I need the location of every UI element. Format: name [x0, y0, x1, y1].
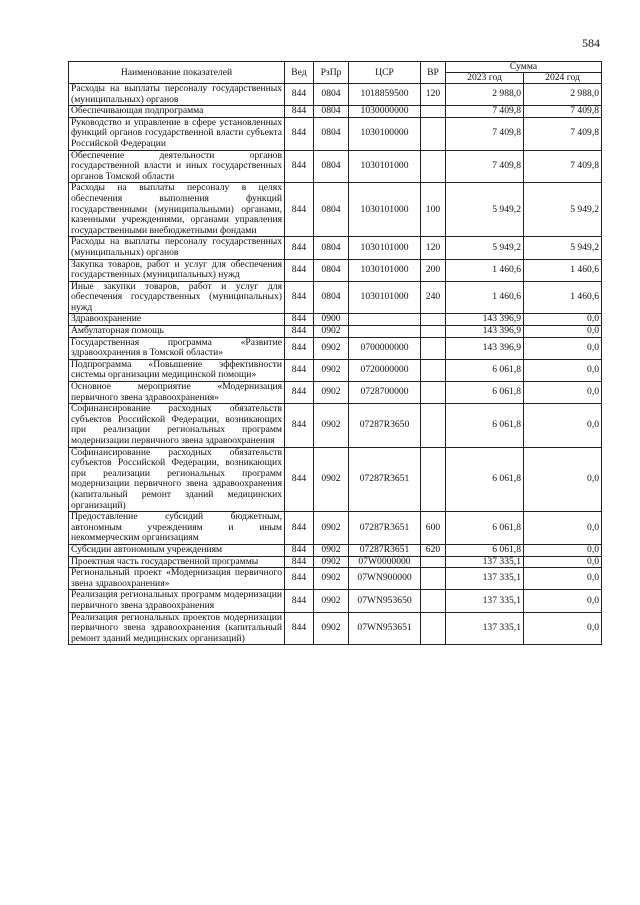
- sum-2023: 137 335,1: [446, 568, 524, 590]
- table-row: [69, 556, 602, 568]
- sum-2023: 7 409,8: [446, 150, 524, 183]
- sum-2023: 1 460,6: [446, 259, 524, 281]
- table-row: [69, 150, 602, 183]
- table-row: [69, 404, 602, 447]
- ved-code: 844: [285, 404, 314, 447]
- sum-2024: 7 409,8: [524, 106, 602, 118]
- csr-code: 07WN953651: [349, 612, 421, 645]
- sum-2024: 0,0: [524, 612, 602, 645]
- sum-2023: 6 061,8: [446, 404, 524, 447]
- csr-code: 07W0000000: [349, 556, 421, 568]
- ved-code: 844: [285, 259, 314, 281]
- indicator-name: Предоставление субсидий бюджетным, автономным учреждениям и иным некоммерческим организациям: [69, 512, 285, 545]
- vr-code: 120: [421, 237, 446, 259]
- sum-2023: 137 335,1: [446, 612, 524, 645]
- vr-code: 200: [421, 259, 446, 281]
- rzpr-code: 0804: [314, 150, 349, 183]
- indicator-name: Основное мероприятие «Модернизация первичного звена здравоохранения»: [69, 382, 285, 404]
- vr-code: 100: [421, 183, 446, 237]
- vr-code: [421, 326, 446, 338]
- sum-2023: 6 061,8: [446, 512, 524, 545]
- csr-code: 0720000000: [349, 359, 421, 381]
- vr-code: [421, 150, 446, 183]
- ved-code: 844: [285, 314, 314, 326]
- ved-code: 844: [285, 590, 314, 612]
- csr-code: 1030100000: [349, 117, 421, 150]
- sum-2023: 7 409,8: [446, 106, 524, 118]
- sum-2024: 0,0: [524, 382, 602, 404]
- vr-code: 620: [421, 544, 446, 556]
- vr-code: [421, 590, 446, 612]
- csr-code: 07287R3651: [349, 544, 421, 556]
- indicator-name: Руководство и управление в сфере установленных функций органов государственной власти субъекта Российской Федерации: [69, 117, 285, 150]
- sum-2024: 7 409,8: [524, 150, 602, 183]
- indicator-name: Реализация региональных проектов модернизации первичного звена здравоохранения (капитальный ремонт зданий медицинских организаций): [69, 612, 285, 645]
- sum-2023: 6 061,8: [446, 544, 524, 556]
- ved-code: 844: [285, 544, 314, 556]
- header-csr: ЦСР: [349, 62, 421, 84]
- csr-code: 07WN953650: [349, 590, 421, 612]
- indicator-name: Региональный проект «Модернизация первичного звена здравоохранения»: [69, 568, 285, 590]
- table-row: [69, 326, 602, 338]
- csr-code: [349, 314, 421, 326]
- rzpr-code: 0804: [314, 183, 349, 237]
- table-row: [69, 183, 602, 237]
- ved-code: 844: [285, 183, 314, 237]
- page-number: 584: [582, 36, 600, 50]
- vr-code: [421, 314, 446, 326]
- indicator-name: Иные закупки товаров, работ и услуг для обеспечения государственных (муниципальных) нужд: [69, 281, 285, 314]
- csr-code: 07287R3651: [349, 512, 421, 545]
- vr-code: [421, 556, 446, 568]
- sum-2023: 7 409,8: [446, 117, 524, 150]
- sum-2024: 0,0: [524, 556, 602, 568]
- table-body: [69, 84, 602, 645]
- vr-code: [421, 447, 446, 512]
- table-row: [69, 447, 602, 512]
- table-row: [69, 314, 602, 326]
- csr-code: 1030101000: [349, 281, 421, 314]
- vr-code: 600: [421, 512, 446, 545]
- sum-2024: 1 460,6: [524, 281, 602, 314]
- rzpr-code: 0804: [314, 84, 349, 106]
- sum-2023: 6 061,8: [446, 382, 524, 404]
- sum-2024: 0,0: [524, 568, 602, 590]
- sum-2023: 143 396,9: [446, 314, 524, 326]
- ved-code: 844: [285, 359, 314, 381]
- table-row: [69, 337, 602, 359]
- table-row: [69, 106, 602, 118]
- budget-table: [68, 61, 602, 645]
- sum-2024: 0,0: [524, 314, 602, 326]
- indicator-name: Подпрограмма «Повышение эффективности системы организации медицинской помощи»: [69, 359, 285, 381]
- indicator-name: Проектная часть государственной программы: [69, 556, 285, 568]
- indicator-name: Субсидии автономным учреждениям: [69, 544, 285, 556]
- csr-code: 07287R3651: [349, 447, 421, 512]
- table-row: [69, 237, 602, 259]
- indicator-name: Обеспечение деятельности органов государственной власти и иных государственных органов Томской области: [69, 150, 285, 183]
- rzpr-code: 0804: [314, 259, 349, 281]
- sum-2024: 0,0: [524, 337, 602, 359]
- rzpr-code: 0902: [314, 326, 349, 338]
- sum-2024: 2 988,0: [524, 84, 602, 106]
- rzpr-code: 0804: [314, 237, 349, 259]
- table-row: [69, 359, 602, 381]
- rzpr-code: 0902: [314, 544, 349, 556]
- rzpr-code: 0902: [314, 382, 349, 404]
- header-sum: Сумма: [446, 62, 602, 73]
- csr-code: [349, 326, 421, 338]
- csr-code: 0700000000: [349, 337, 421, 359]
- indicator-name: Софинансирование расходных обязательств субъектов Российской Федерации, возникающих при реализации региональных программ модернизации первичного звена здравоохранения: [69, 404, 285, 447]
- sum-2023: 137 335,1: [446, 590, 524, 612]
- ved-code: 844: [285, 612, 314, 645]
- header-vr: ВР: [421, 62, 446, 84]
- sum-2024: 0,0: [524, 512, 602, 545]
- table-row: [69, 568, 602, 590]
- vr-code: [421, 382, 446, 404]
- ved-code: 844: [285, 382, 314, 404]
- indicator-name: Софинансирование расходных обязательств субъектов Российской Федерации, возникающих при реализации региональных программ модернизации первичного звена здравоохранения (капитальный ремонт зданий медицинских организаций): [69, 447, 285, 512]
- indicator-name: Реализация региональных программ модернизации первичного звена здравоохранения: [69, 590, 285, 612]
- csr-code: 0728700000: [349, 382, 421, 404]
- table-row: [69, 544, 602, 556]
- vr-code: [421, 568, 446, 590]
- sum-2024: 0,0: [524, 590, 602, 612]
- vr-code: [421, 337, 446, 359]
- header-name: Наименование показателей: [69, 62, 285, 84]
- table-row: [69, 382, 602, 404]
- indicator-name: Обеспечивающая подпрограмма: [69, 106, 285, 118]
- csr-code: 1030101000: [349, 150, 421, 183]
- sum-2023: 143 396,9: [446, 326, 524, 338]
- sum-2023: 2 988,0: [446, 84, 524, 106]
- rzpr-code: 0804: [314, 106, 349, 118]
- ved-code: 844: [285, 568, 314, 590]
- sum-2024: 7 409,8: [524, 117, 602, 150]
- sum-2023: 143 396,9: [446, 337, 524, 359]
- vr-code: 120: [421, 84, 446, 106]
- indicator-name: Расходы на выплаты персоналу в целях обеспечения выполнения функций государственными (муниципальными) органами, казенными учреждениями, органами управления государственными внебюджетными фондами: [69, 183, 285, 237]
- rzpr-code: 0804: [314, 117, 349, 150]
- ved-code: 844: [285, 512, 314, 545]
- indicator-name: Расходы на выплаты персоналу государственных (муниципальных) органов: [69, 84, 285, 106]
- indicator-name: Здравоохранение: [69, 314, 285, 326]
- sum-2024: 5 949,2: [524, 183, 602, 237]
- sum-2023: 6 061,8: [446, 447, 524, 512]
- vr-code: [421, 117, 446, 150]
- ved-code: 844: [285, 337, 314, 359]
- rzpr-code: 0902: [314, 590, 349, 612]
- sum-2023: 5 949,2: [446, 183, 524, 237]
- indicator-name: Расходы на выплаты персоналу государственных (муниципальных) органов: [69, 237, 285, 259]
- rzpr-code: 0902: [314, 404, 349, 447]
- indicator-name: Закупка товаров, работ и услуг для обеспечения государственных (муниципальных) нужд: [69, 259, 285, 281]
- sum-2023: 5 949,2: [446, 237, 524, 259]
- ved-code: 844: [285, 150, 314, 183]
- ved-code: 844: [285, 84, 314, 106]
- table-header: [69, 62, 602, 84]
- vr-code: [421, 359, 446, 381]
- ved-code: 844: [285, 117, 314, 150]
- table-row: [69, 117, 602, 150]
- header-year-2024: 2024 год: [524, 73, 602, 84]
- rzpr-code: 0902: [314, 612, 349, 645]
- sum-2023: 137 335,1: [446, 556, 524, 568]
- table-row: [69, 281, 602, 314]
- rzpr-code: 0902: [314, 447, 349, 512]
- rzpr-code: 0804: [314, 281, 349, 314]
- table-row: [69, 84, 602, 106]
- csr-code: 1030101000: [349, 237, 421, 259]
- ved-code: 844: [285, 556, 314, 568]
- rzpr-code: 0902: [314, 337, 349, 359]
- csr-code: 1030000000: [349, 106, 421, 118]
- sum-2024: 0,0: [524, 326, 602, 338]
- table-row: [69, 259, 602, 281]
- header-year-2023: 2023 год: [446, 73, 524, 84]
- header-rzpr: РзПр: [314, 62, 349, 84]
- csr-code: 07287R3650: [349, 404, 421, 447]
- rzpr-code: 0900: [314, 314, 349, 326]
- sum-2024: 0,0: [524, 359, 602, 381]
- rzpr-code: 0902: [314, 512, 349, 545]
- table-row: [69, 512, 602, 545]
- csr-code: 1018859500: [349, 84, 421, 106]
- ved-code: 844: [285, 281, 314, 314]
- sum-2024: 5 949,2: [524, 237, 602, 259]
- rzpr-code: 0902: [314, 359, 349, 381]
- ved-code: 844: [285, 326, 314, 338]
- ved-code: 844: [285, 237, 314, 259]
- sum-2024: 0,0: [524, 447, 602, 512]
- indicator-name: Государственная программа «Развитие здравоохранения в Томской области»: [69, 337, 285, 359]
- sum-2024: 0,0: [524, 404, 602, 447]
- vr-code: [421, 404, 446, 447]
- rzpr-code: 0902: [314, 556, 349, 568]
- header-ved: Вед: [285, 62, 314, 84]
- vr-code: [421, 106, 446, 118]
- vr-code: 240: [421, 281, 446, 314]
- vr-code: [421, 612, 446, 645]
- sum-2023: 1 460,6: [446, 281, 524, 314]
- sum-2023: 6 061,8: [446, 359, 524, 381]
- table-row: [69, 590, 602, 612]
- ved-code: 844: [285, 106, 314, 118]
- ved-code: 844: [285, 447, 314, 512]
- indicator-name: Амбулаторная помощь: [69, 326, 285, 338]
- table-row: [69, 612, 602, 645]
- csr-code: 1030101000: [349, 259, 421, 281]
- sum-2024: 0,0: [524, 544, 602, 556]
- sum-2024: 1 460,6: [524, 259, 602, 281]
- rzpr-code: 0902: [314, 568, 349, 590]
- csr-code: 1030101000: [349, 183, 421, 237]
- csr-code: 07WN900000: [349, 568, 421, 590]
